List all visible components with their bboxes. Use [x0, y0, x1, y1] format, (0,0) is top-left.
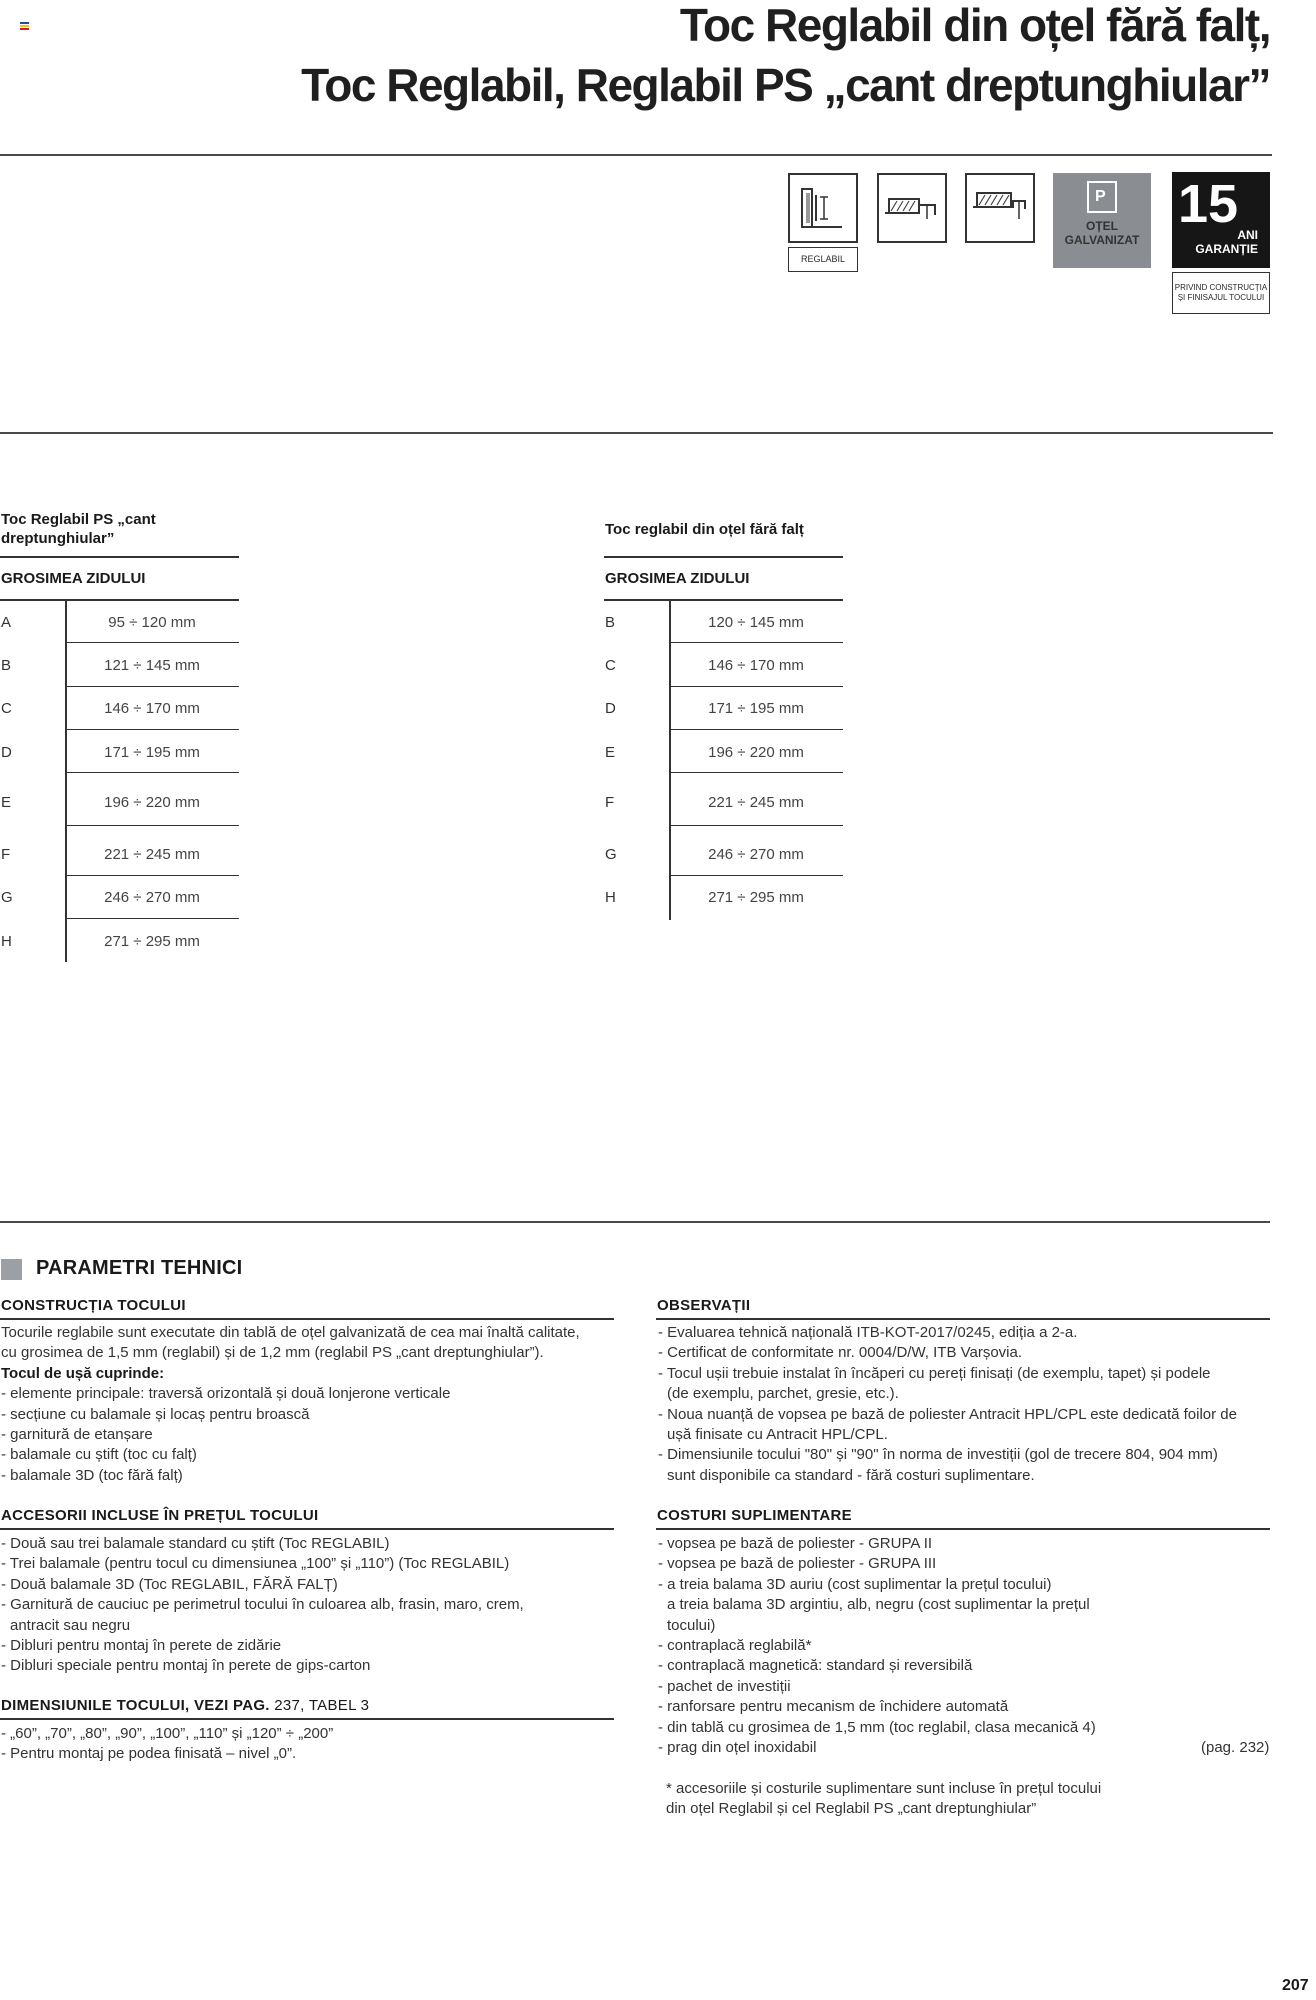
- table-row-value: 221 ÷ 245 mm: [104, 846, 200, 863]
- table-row-value: 121 ÷ 145 mm: [104, 657, 200, 674]
- table-row-letter: H: [605, 889, 616, 906]
- dimensions-rule: [0, 1718, 614, 1720]
- extra-costs-title: COSTURI SUPLIMENTARE: [657, 1507, 852, 1524]
- frame-profile-alt-icon: [965, 173, 1035, 243]
- table-row-letter: H: [1, 933, 12, 950]
- extra-costs-rule: [656, 1528, 1270, 1530]
- list-item: - Două sau trei balamale standard cu știft (Toc REGLABIL): [1, 1535, 390, 1552]
- observations-rule: [656, 1318, 1270, 1320]
- warranty-number: 15: [1178, 174, 1239, 234]
- table-right-subheader: GROSIMEA ZIDULUI: [605, 570, 750, 587]
- table-row-letter: G: [1, 889, 13, 906]
- table-row-letter: C: [605, 657, 616, 674]
- list-item: - Certificat de conformitate nr. 0004/D/W, ITB Varșovia.: [658, 1344, 1023, 1362]
- table-row-letter: F: [605, 794, 615, 811]
- section-divider: [0, 432, 1273, 434]
- table-row-value: 146 ÷ 170 mm: [708, 657, 804, 674]
- table-row-letter: C: [1, 700, 12, 717]
- list-item: - Dibluri speciale pentru montaj în perete de gips-carton: [1, 1657, 371, 1675]
- construction-intro-line1: Tocurile reglabile sunt executate din tablă de oțel galvanizată de cea mai înaltă calitate,: [1, 1324, 580, 1341]
- dimensions-title-bold: DIMENSIUNILE TOCULUI, VEZI PAG.: [1, 1697, 270, 1714]
- list-item: - Trei balamale (pentru tocul cu dimensiunea „100” și „110”) (Toc REGLABIL): [1, 1555, 510, 1573]
- accessories-title: ACCESORII INCLUSE ÎN PREȚUL TOCULUI: [1, 1507, 319, 1524]
- list-item: - a treia balama 3D auriu (cost suplimentar la prețul tocului): [658, 1575, 1052, 1593]
- construction-rule: [0, 1318, 614, 1320]
- list-item: tocului): [667, 1616, 716, 1634]
- table-row-divider: [669, 875, 843, 876]
- list-item: - prag din oțel inoxidabil: [658, 1739, 817, 1757]
- galvanized-icon: P: [1087, 181, 1117, 213]
- table-row-value: 246 ÷ 270 mm: [708, 846, 804, 863]
- list-item: - Evaluarea tehnică națională ITB-KOT-2017/0245, ediția a 2-a.: [658, 1324, 1078, 1341]
- table-row-value: 196 ÷ 220 mm: [708, 744, 804, 761]
- list-item: antracit sau negru: [10, 1616, 131, 1634]
- header-divider: [0, 154, 1272, 156]
- dimensions-list: [1, 1724, 621, 1765]
- list-item: - din tablă cu grosimea de 1,5 mm (toc reglabil, clasa mecanică 4): [658, 1718, 1096, 1736]
- warranty-line2: GARANȚIE: [1195, 242, 1258, 256]
- list-item: - ranforsare pentru mecanism de închidere automată: [658, 1698, 1009, 1716]
- table-left-column-divider: [65, 600, 67, 962]
- construction-items: [1, 1384, 621, 1486]
- construction-text: [1, 1323, 621, 1486]
- flag-icon: [20, 22, 29, 30]
- accessories-list: [1, 1534, 621, 1677]
- warranty-sub-line2: ȘI FINISAJUL TOCULUI: [1177, 293, 1265, 302]
- list-item: - Tocul ușii trebuie instalat în încăperi cu pereți finisați (de exemplu, tapet) și podele: [658, 1364, 1211, 1382]
- galvanized-line2: GALVANIZAT: [1064, 233, 1140, 247]
- table-left-rule: [0, 599, 239, 601]
- table-row-value: 120 ÷ 145 mm: [708, 614, 804, 631]
- list-item: a treia balama 3D argintiu, alb, negru (cost suplimentar la prețul: [667, 1596, 1090, 1614]
- list-item: - pachet de investiții: [658, 1677, 791, 1695]
- warranty-line1: ANI: [1237, 228, 1258, 242]
- warranty-badge: [1172, 172, 1270, 268]
- galvanized-line1: OȚEL: [1086, 219, 1118, 233]
- table-row-letter: B: [605, 614, 616, 631]
- list-item: - contraplacă magnetică: standard și reversibilă: [658, 1657, 973, 1675]
- list-item: sunt disponibile ca standard - fără costuri suplimentare.: [667, 1466, 1035, 1484]
- list-item: - balamale cu știft (toc cu falț): [1, 1446, 197, 1464]
- table-row-divider: [669, 729, 843, 730]
- table-left-subheader: GROSIMEA ZIDULUI: [1, 570, 146, 587]
- construction-title: CONSTRUCȚIA TOCULUI: [1, 1297, 186, 1314]
- list-item: - elemente principale: traversă orizontală și două lonjerone verticale: [1, 1385, 451, 1403]
- table-row-value: 271 ÷ 295 mm: [104, 933, 200, 950]
- table-row-value: 221 ÷ 245 mm: [708, 794, 804, 811]
- table-row-value: 146 ÷ 170 mm: [104, 700, 200, 717]
- table-left-title: [1, 510, 156, 548]
- table-row-letter: B: [1, 657, 12, 674]
- table-row-divider: [65, 686, 239, 687]
- table-right-title: Toc reglabil din oțel fără falț: [605, 521, 804, 538]
- frame-profile-icon: [877, 173, 947, 243]
- accessories-rule: [0, 1528, 614, 1530]
- list-item: (de exemplu, parchet, gresie, etc.).: [667, 1385, 899, 1403]
- page-title-line2: Toc Reglabil, Reglabil PS „cant dreptunghiular”: [301, 59, 1270, 111]
- extra-costs-footnote: [666, 1779, 1266, 1820]
- table-row-letter: A: [1, 614, 12, 631]
- reglabil-frame-icon: [788, 173, 858, 243]
- list-item: - Garnitură de cauciuc pe perimetrul tocului în culoarea alb, frasin, maro, crem,: [1, 1596, 524, 1614]
- table-row-divider: [669, 642, 843, 643]
- table-row-divider: [65, 825, 239, 826]
- list-item: - vopsea pe bază de poliester - GRUPA II: [658, 1535, 933, 1552]
- table-row-value: 196 ÷ 220 mm: [104, 794, 200, 811]
- list-item: - Dibluri pentru montaj în perete de zidărie: [1, 1637, 282, 1655]
- table-row-value: 246 ÷ 270 mm: [104, 889, 200, 906]
- params-title: PARAMETRI TEHNICI: [36, 1257, 243, 1279]
- list-item: - contraplacă reglabilă*: [658, 1637, 812, 1655]
- table-left-rule: [0, 556, 239, 558]
- construction-bold-line: Tocul de ușă cuprinde:: [1, 1364, 165, 1382]
- table-row-value: 171 ÷ 195 mm: [104, 744, 200, 761]
- list-item: - Dimensiunile tocului "80" și "90" în norma de investiții (gol de trecere 804, 904 mm): [658, 1446, 1218, 1464]
- table-row-divider: [65, 875, 239, 876]
- list-item: - balamale 3D (toc fără falț): [1, 1466, 183, 1484]
- table-row-letter: D: [605, 700, 616, 717]
- params-divider: [0, 1221, 1270, 1223]
- section-marker-icon: [1, 1259, 22, 1280]
- table-row-letter: D: [1, 744, 12, 761]
- list-item: - vopsea pe bază de poliester - GRUPA III: [658, 1555, 937, 1573]
- warranty-subtitle: [1172, 272, 1270, 314]
- list-item: - Două balamale 3D (Toc REGLABIL, FĂRĂ FALȚ): [1, 1575, 338, 1593]
- table-row-value: 171 ÷ 195 mm: [708, 700, 804, 717]
- table-row-value: 95 ÷ 120 mm: [108, 614, 196, 631]
- table-right-column-divider: [669, 600, 671, 920]
- list-item: - Noua nuanță de vopsea pe bază de poliester Antracit HPL/CPL este dedicată foilor de: [658, 1405, 1237, 1423]
- list-item: ușă finisate cu Antracit HPL/CPL.: [667, 1426, 888, 1444]
- page-title-line1: Toc Reglabil din oțel fără falț,: [679, 0, 1270, 51]
- footnote-line2: din oțel Reglabil și cel Reglabil PS „cant dreptunghiular”: [666, 1800, 1037, 1818]
- extra-costs-page-ref: (pag. 232): [1201, 1739, 1270, 1756]
- page-number: 207: [1282, 1977, 1309, 1994]
- list-item: - secțiune cu balamale și locaș pentru broască: [1, 1405, 310, 1423]
- table-row-divider: [65, 729, 239, 730]
- construction-intro-line2: cu grosimea de 1,5 mm (reglabil) și de 1,2 mm (reglabil PS „cant dreptunghiular”).: [1, 1344, 544, 1362]
- galvanized-steel-badge: [1053, 173, 1151, 268]
- list-item: - „60”, „70”, „80”, „90”, „100”, „110” și „120” ÷ „200”: [1, 1725, 334, 1742]
- table-row-letter: E: [1, 794, 12, 811]
- table-row-divider: [669, 772, 843, 773]
- reglabil-label: REGLABIL: [788, 247, 858, 272]
- table-row-divider: [65, 772, 239, 773]
- table-row-divider: [65, 918, 239, 919]
- table-row-divider: [65, 642, 239, 643]
- list-item: - garnitură de etanșare: [1, 1426, 153, 1444]
- observations-list: [658, 1323, 1272, 1486]
- table-right-rule: [604, 599, 843, 601]
- list-item: - Pentru montaj pe podea finisată – nivel „0”.: [1, 1745, 297, 1763]
- table-row-letter: E: [605, 744, 616, 761]
- footnote-line1: * accesoriile și costurile suplimentare sunt incluse în prețul tocului: [666, 1780, 1102, 1797]
- table-row-divider: [669, 686, 843, 687]
- observations-title: OBSERVAȚII: [657, 1297, 751, 1314]
- table-right-rule: [604, 556, 843, 558]
- dimensions-title-rest: 237, TABEL 3: [269, 1697, 370, 1714]
- table-left-title-line2: dreptunghiular”: [1, 530, 115, 547]
- table-row-value: 271 ÷ 295 mm: [708, 889, 804, 906]
- table-row-letter: G: [605, 846, 617, 863]
- table-left-title-line1: Toc Reglabil PS „cant: [1, 511, 156, 528]
- extra-costs-list: [658, 1534, 1268, 1758]
- table-row-letter: F: [1, 846, 11, 863]
- dimensions-title: [1, 1697, 369, 1714]
- warranty-sub-line1: PRIVIND CONSTRUCȚIA: [1174, 283, 1268, 292]
- table-row-divider: [669, 825, 843, 826]
